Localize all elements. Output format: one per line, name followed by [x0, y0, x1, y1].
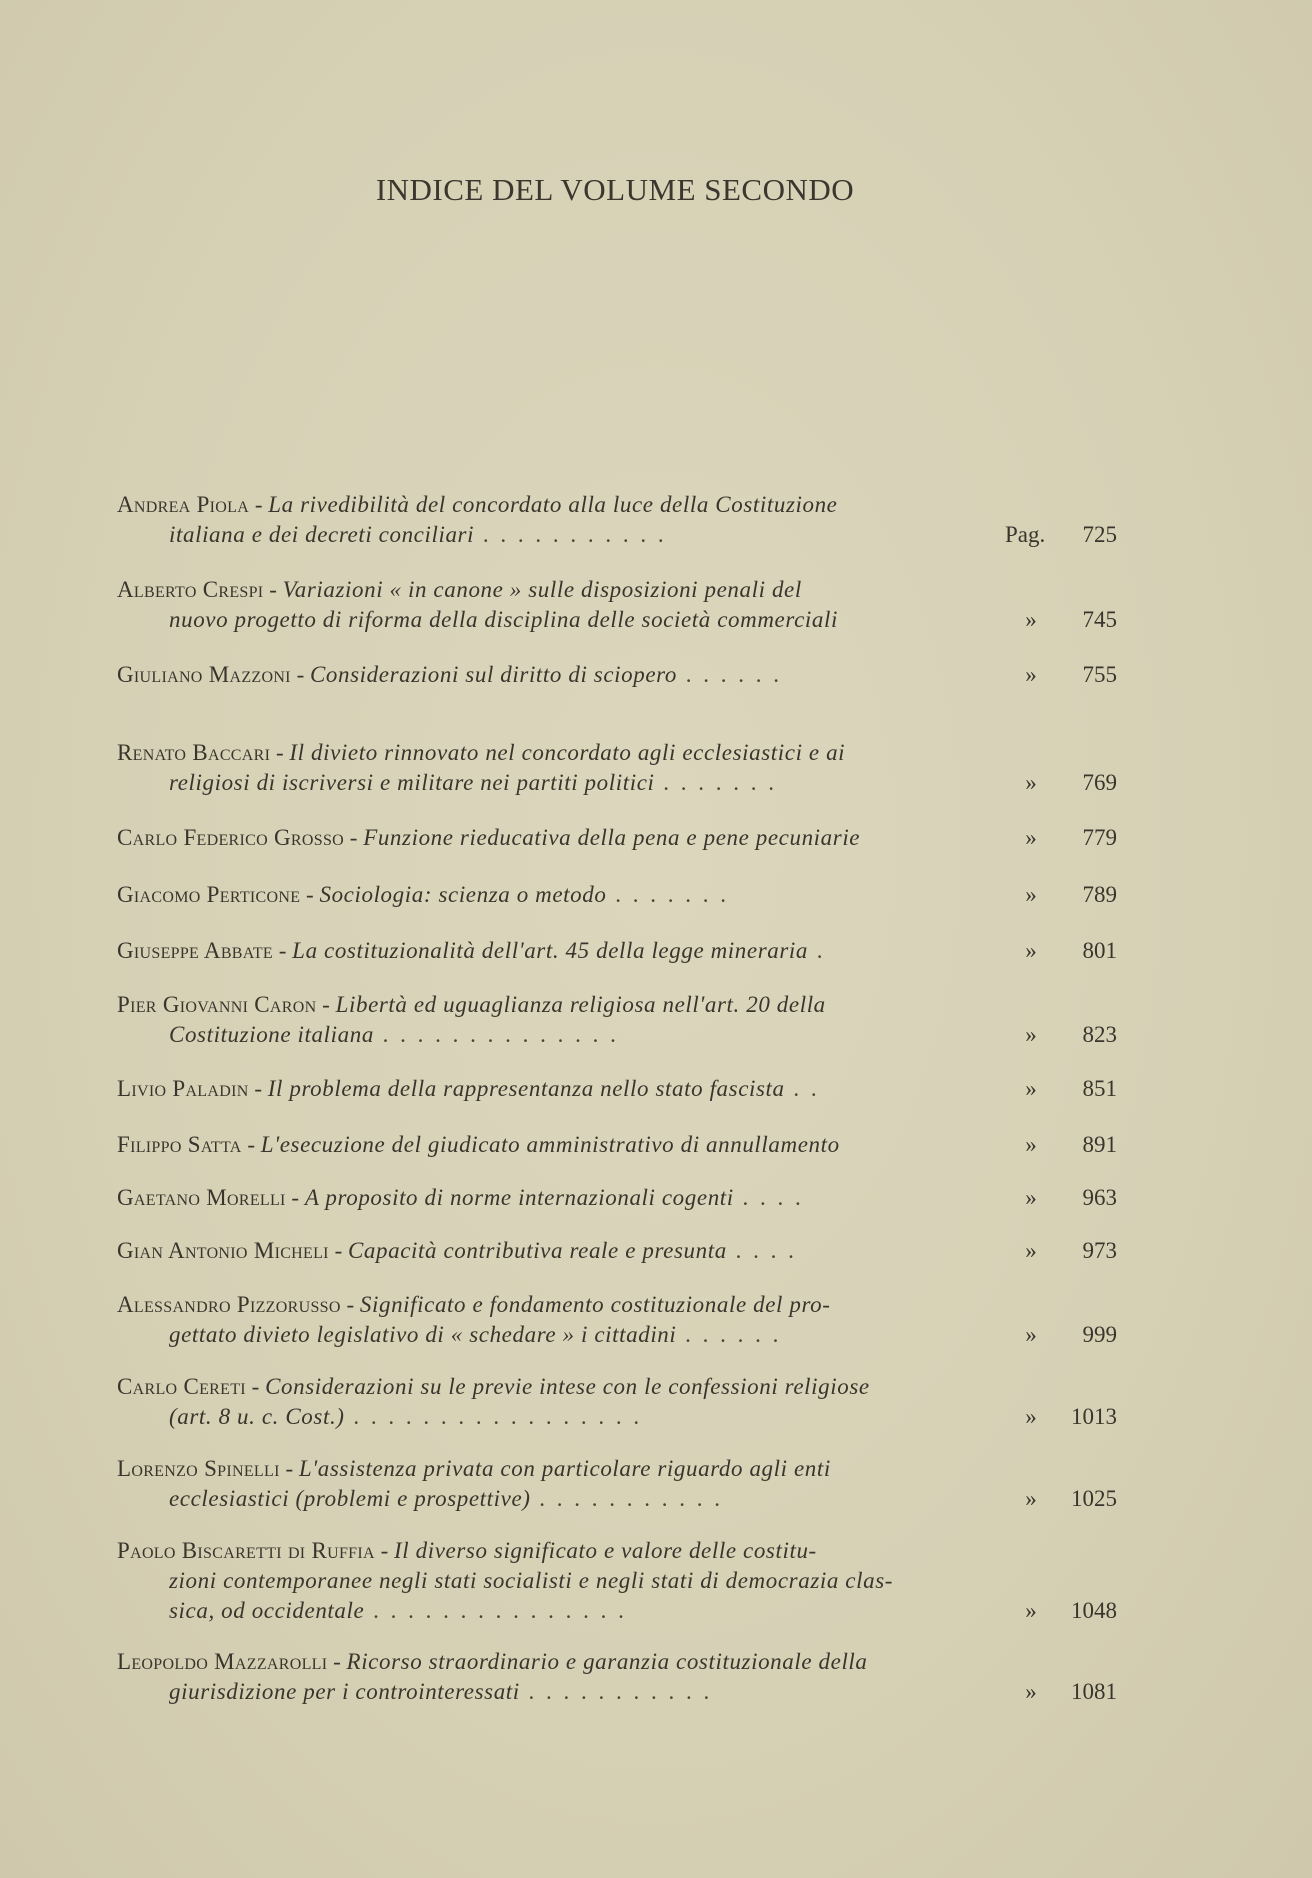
leader-dots: . . . . . . . . . . . . . . . — [364, 1598, 627, 1623]
page-number: 823 — [1082, 1022, 1117, 1047]
entry-author: Gaetano Morelli — [117, 1185, 286, 1210]
entry-title-line: italiana e dei decreti conciliari — [169, 522, 475, 547]
toc-entry: Gaetano Morelli - A proposito di norme internazionali cogenti . . . . » 963 — [117, 1183, 1117, 1213]
entry-title-line: La costituzionalità dell'art. 45 della legge mineraria — [292, 938, 808, 963]
entry-title-line: giurisdizione per i controinteressati — [169, 1679, 520, 1704]
entry-author: Giuseppe Abbate — [117, 938, 273, 963]
entry-title-line: religiosi di iscriversi e militare nei partiti politici — [169, 770, 655, 795]
toc-entry: Gian Antonio Micheli - Capacità contributiva reale e presunta . . . . » 973 — [117, 1236, 1117, 1266]
leader-dots: . — [808, 938, 826, 963]
toc-entry: Leopoldo Mazzarolli - Ricorso straordinario e garanzia costituzionale della giurisdizione per i controinteressati . . . . . . . . . . . » 1081 — [117, 1647, 1117, 1707]
leader-dots: . . . . . . — [676, 1322, 782, 1347]
entry-title-line: Capacità contributiva reale e presunta — [347, 1238, 727, 1263]
leader-dots: . . . . . . . — [654, 770, 778, 795]
ditto-marker: » — [1025, 770, 1037, 795]
entry-author: Pier Giovanni Caron — [117, 992, 317, 1017]
page-number: 963 — [1082, 1185, 1117, 1210]
page-number: 1025 — [1071, 1486, 1117, 1511]
entry-author: Filippo Satta — [117, 1132, 242, 1157]
ditto-marker: » — [1025, 1076, 1037, 1101]
page-number: 891 — [1082, 1132, 1117, 1157]
ditto-marker: » — [1025, 1322, 1037, 1347]
ditto-marker: » — [1025, 1022, 1037, 1047]
toc-entry: Filippo Satta - L'esecuzione del giudicato amministrativo di annullamento » 891 — [117, 1130, 1117, 1160]
entry-author: Livio Paladin — [117, 1076, 249, 1101]
toc-entry: Livio Paladin - Il problema della rappresentanza nello stato fascista . . » 851 — [117, 1074, 1117, 1104]
toc-entry: Paolo Biscaretti di Ruffia - Il diverso significato e valore delle costitu- zioni contemporanee negli stati socialisti e negli stati di democrazia clas- sica, od occidentale . . . . . . . . . . . . . . . » 1048 — [117, 1536, 1117, 1626]
entry-title-line: Sociologia: scienza o metodo — [319, 882, 607, 907]
leader-dots: . . . . . . . . . . . — [519, 1679, 713, 1704]
page-title: INDICE DEL VOLUME SECONDO — [375, 172, 855, 207]
entry-title-line: ecclesiastici (problemi e prospettive) — [169, 1486, 531, 1511]
entry-author: Renato Baccari — [117, 740, 271, 765]
entry-author: Alessandro Pizzorusso — [117, 1292, 341, 1317]
entry-title-line: Variazioni « in canone » sulle disposizioni penali del — [282, 577, 802, 602]
entry-author: Paolo Biscaretti di Ruffia — [117, 1538, 375, 1563]
leader-dots: . . . . . . . . . . . . . . . . . — [344, 1404, 643, 1429]
ditto-marker: » — [1025, 1486, 1037, 1511]
toc-entry: Alessandro Pizzorusso - Significato e fondamento costituzionale del pro- gettato divieto legislativo di « schedare » i cittadini . . . . . . » 999 — [117, 1290, 1117, 1350]
entry-author: Carlo Cereti — [117, 1374, 246, 1399]
entry-title-line: Il diverso significato e valore delle costitu- — [394, 1538, 817, 1563]
ditto-marker: » — [1025, 1132, 1037, 1157]
ditto-marker: » — [1025, 1185, 1037, 1210]
page-number: 755 — [1082, 662, 1117, 687]
toc-entry: Renato Baccari - Il divieto rinnovato nel concordato agli ecclesiastici e ai religiosi di iscriversi e militare nei partiti politici . . . . . . . » 769 — [117, 738, 1117, 798]
toc-entry: Pier Giovanni Caron - Libertà ed uguaglianza religiosa nell'art. 20 della Costituzione italiana . . . . . . . . . . . . . . » 823 — [117, 990, 1117, 1050]
leader-dots: . . . . . . — [676, 662, 782, 687]
toc-entry: Andrea Piola - La rivedibilità del concordato alla luce della Costituzione italiana e dei decreti conciliari . . . . . . . . . . . Pag. 725 — [117, 490, 1117, 550]
page-number: 801 — [1082, 938, 1117, 963]
entry-title-line: Considerazioni sul diritto di sciopero — [309, 662, 677, 687]
entry-title-line: Funzione rieducativa della pena e pene pecuniarie — [363, 825, 861, 850]
ditto-marker: » — [1025, 1598, 1037, 1623]
entry-title-line: sica, od occidentale — [169, 1598, 365, 1623]
entry-title-line: Considerazioni su le previe intese con le confessioni religiose — [265, 1374, 870, 1399]
page-number: 999 — [1082, 1322, 1117, 1347]
entry-author: Leopoldo Mazzarolli — [117, 1649, 328, 1674]
entry-author: Carlo Federico Grosso — [117, 825, 345, 850]
entry-title-line: gettato divieto legislativo di « schedare » i cittadini — [169, 1322, 677, 1347]
entry-title-line: La rivedibilità del concordato alla luce della Costituzione — [268, 492, 838, 517]
page-number: 851 — [1082, 1076, 1117, 1101]
entry-title-line: A proposito di norme internazionali cogenti — [304, 1185, 734, 1210]
ditto-marker: » — [1025, 662, 1037, 687]
page-number: 1048 — [1071, 1598, 1117, 1623]
entry-title-line: Il problema della rappresentanza nello stato fascista — [267, 1076, 785, 1101]
entry-title-line: nuovo progetto di riforma della disciplina delle società commerciali — [169, 607, 838, 632]
ditto-marker: » — [1025, 938, 1037, 963]
toc-entry: Giuliano Mazzoni - Considerazioni sul diritto di sciopero . . . . . . » 755 — [117, 660, 1117, 690]
toc-entry: Carlo Cereti - Considerazioni su le previe intese con le confessioni religiose (art. 8 u. c. Cost.) . . . . . . . . . . . . . . . . . » 1013 — [117, 1372, 1117, 1432]
ditto-marker: » — [1025, 825, 1037, 850]
page-number: 1013 — [1071, 1404, 1117, 1429]
page-label: Pag. — [1005, 522, 1046, 547]
leader-dots: . . . . — [733, 1185, 804, 1210]
leader-dots: . . — [784, 1076, 820, 1101]
leader-dots: . . . . . . . . . . . — [474, 522, 667, 547]
entry-title-line: Ricorso straordinario e garanzia costituzionale della — [346, 1649, 868, 1674]
page-number: 745 — [1082, 607, 1117, 632]
entry-author: Andrea Piola — [117, 492, 250, 517]
toc-entry: Alberto Crespi - Variazioni « in canone » sulle disposizioni penali del nuovo progetto di riforma della disciplina delle società commerciali » 745 — [117, 575, 1117, 635]
page-number: 789 — [1082, 882, 1117, 907]
ditto-marker: » — [1025, 1404, 1037, 1429]
entry-author: Lorenzo Spinelli — [117, 1456, 280, 1481]
page-number: 1081 — [1071, 1679, 1117, 1704]
page-number: 779 — [1082, 825, 1117, 850]
leader-dots: . . . . . . . . . . . — [530, 1486, 724, 1511]
ditto-marker: » — [1025, 1679, 1037, 1704]
entry-title-line: (art. 8 u. c. Cost.) — [169, 1404, 345, 1429]
leader-dots: . . . . — [726, 1238, 797, 1263]
ditto-marker: » — [1025, 882, 1037, 907]
entry-title-line: Il divieto rinnovato nel concordato agli ecclesiastici e ai — [289, 740, 846, 765]
toc-entry: Giuseppe Abbate - La costituzionalità dell'art. 45 della legge mineraria . » 801 — [117, 936, 1117, 966]
entry-author: Alberto Crespi — [117, 577, 264, 602]
entry-title-line: Significato e fondamento costituzionale del pro- — [359, 1292, 831, 1317]
toc-entry: Giacomo Perticone - Sociologia: scienza o metodo . . . . . . . » 789 — [117, 880, 1117, 910]
page-number: 973 — [1082, 1238, 1117, 1263]
entry-title-line: Libertà ed uguaglianza religiosa nell'art. 20 della — [335, 992, 826, 1017]
toc-entry: Carlo Federico Grosso - Funzione rieducativa della pena e pene pecuniarie » 779 — [117, 823, 1117, 853]
leader-dots: . . . . . . . . . . . . . . — [373, 1022, 619, 1047]
entry-author: Gian Antonio Micheli — [117, 1238, 329, 1263]
entry-author: Giacomo Perticone — [117, 882, 301, 907]
page-number: 769 — [1082, 770, 1117, 795]
entry-title-line: Costituzione italiana — [169, 1022, 374, 1047]
entry-title-line: zioni contemporanee negli stati socialisti e negli stati di democrazia clas- — [169, 1568, 894, 1593]
entry-author: Giuliano Mazzoni — [117, 662, 291, 687]
page-number: 725 — [1082, 522, 1117, 547]
ditto-marker: » — [1025, 607, 1037, 632]
toc-entry: Lorenzo Spinelli - L'assistenza privata con particolare riguardo agli enti ecclesiastici (problemi e prospettive) . . . . . . . . . . . » 1025 — [117, 1454, 1117, 1514]
entry-title-line: L'esecuzione del giudicato amministrativo di annullamento — [260, 1132, 840, 1157]
entry-title-line: L'assistenza privata con particolare riguardo agli enti — [298, 1456, 831, 1481]
leader-dots: . . . . . . . — [606, 882, 729, 907]
ditto-marker: » — [1025, 1238, 1037, 1263]
